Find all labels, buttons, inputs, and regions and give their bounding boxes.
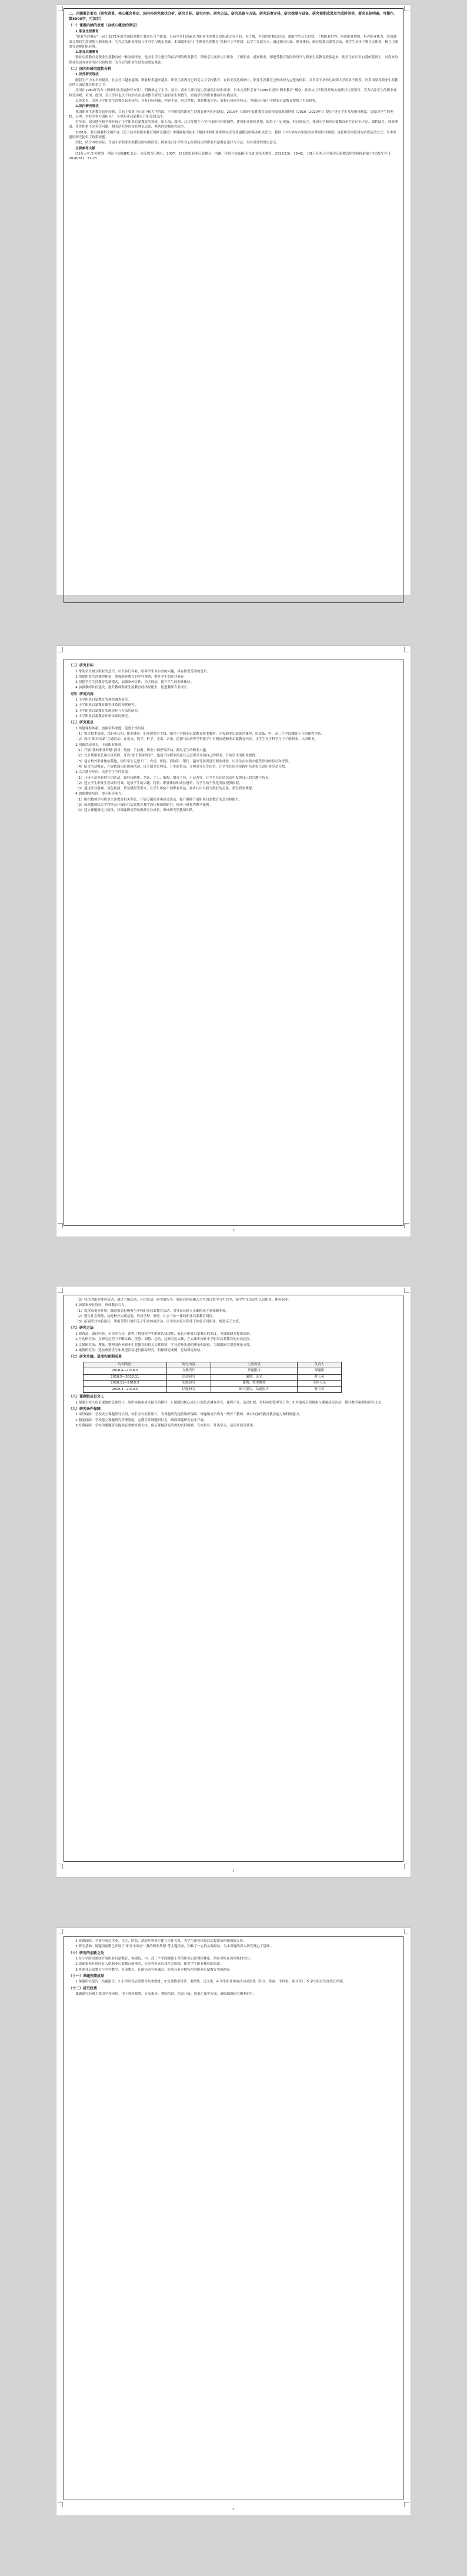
- subsection-heading: 2.职业启蒙教育: [75, 51, 99, 55]
- paragraph: 1.帮助学生树立职业的意识，认识各行各业，培养学生对自身的兴趣，具有热爱劳动的意识。: [75, 669, 211, 674]
- paragraph: 2.小学职业启蒙教育课程体系的构建研究。: [75, 704, 138, 708]
- paragraph: （1）整合校本资源，以职业认知、职业体验、职业规划为主线，编写小学职业启蒙教育校本教材，开发职业启蒙系列课程，形成低、中、高三个学段螺旋上升的课程体系。: [75, 732, 325, 736]
- section-heading: （六）研究方法: [69, 1326, 94, 1331]
- paragraph: 4.加强教师队伍建设，提升教师职业生涯教育的指导能力，促进教师专业成长。: [75, 686, 191, 690]
- paragraph: 1.课题研究报告、结题报告；2.小学职业启蒙教育校本教材；3.优秀教学设计、案例集、论文集；4.学生职业体验活动成果集（作文、绘画、手抄报、照片等）；5.学生职业生涯成长档案。: [75, 1980, 346, 1984]
- paragraph: 1.调查法：通过问卷、访谈等方式，调查了解我校学生职业认知现状、家长对职业启蒙教育的态度，为课题研究提供依据。: [75, 1332, 253, 1336]
- paragraph: 2.行动研究法：在研究过程中不断实践、反思、调整、总结，边研究边实践，在实践中探索小学职业启蒙教育的有效途径。: [75, 1338, 253, 1342]
- section-heading: （八）课题组成员分工: [69, 1395, 105, 1399]
- paragraph: （1）开设丰富多彩的社团活动，如科技制作、烹饪、手工、编程、播音主持、小记者等，让学生在社团活动中发现自己的兴趣与特长。: [75, 776, 272, 780]
- section-heading: （十一）课题预期成果: [69, 1974, 105, 1978]
- page-corner-mark: [404, 1929, 409, 1934]
- section-heading: （一）课题内涵的表述（含核心概念的界定）: [69, 24, 140, 28]
- page-corner-mark: [404, 1223, 409, 1228]
- section-header: 二、开题报告要点（研究背景、核心概念界定、国内外研究现状分析、研究目标、研究内容、研究方法、研究思路与方法、研究进度安排、研究保障与设备、研究预期成果及完成时间等，要求具体明确、可操作，限3000字，可加页）: [69, 12, 398, 22]
- table-cell: 2019.3—2019.5: [84, 1386, 167, 1393]
- subsection-heading: 1.国外研究现状: [75, 73, 99, 77]
- page-body: [69, 664, 398, 813]
- page-corner-mark: [404, 1864, 409, 1869]
- table-header-cell: 时间阶段: [84, 1362, 167, 1368]
- section-heading: （五）研究重点: [69, 721, 94, 725]
- table-cell: 结题研究: [166, 1386, 211, 1393]
- table-cell: 实践研究: [166, 1381, 211, 1387]
- paragraph: （1）开展“我的职业梦想”演讲、绘画、手抄报、职业小调查等活动，激发学生的职业兴趣。: [75, 749, 209, 753]
- page-corner-mark: [58, 2502, 63, 2507]
- table-cell: 研究报告、结题报告: [211, 1386, 297, 1393]
- paragraph: 2.制度保障：学校建立课题研究管理制度，定期召开课题研讨会，确保课题研究有序开展。: [75, 1418, 207, 1422]
- page-body: [69, 1939, 398, 1997]
- content-box: [64, 1295, 403, 1862]
- paragraph: 1.在小学阶段系统开展职业启蒙教育，构建低、中、高三个学段螺旋上升的职业启蒙课程体系，填补学校在该领域的空白。: [75, 1957, 253, 1961]
- paragraph: （2）整合社会资源，构建校外实践基地，形成学校、家庭、社会三位一体的职业启蒙教育网络。: [75, 1314, 216, 1318]
- table-cell: 开题报告: [211, 1368, 297, 1375]
- paragraph: 3.将职业启蒙教育与学科教学、劳动教育、社团活动有机融合，形成具有本校特色的职业启蒙教育实施路径。: [75, 1968, 234, 1972]
- table-cell: 课题组: [297, 1368, 341, 1375]
- section-heading: （四）研究内容: [69, 692, 94, 696]
- table-cell: 曹玉英: [297, 1386, 341, 1393]
- table-header-row: [84, 1362, 342, 1368]
- paragraph: 美国在1989年发布《国家职业发展指导方针》，明确规定了小学、初中、高中生职业能力发展的目标和要求；日本文部科学省于1999年提出“职业教育”概念，要求从小学阶段开始实施职业生涯教育，着力培养学生的职业观和劳动观；英国、德国、芬兰等国也以不同形式在基础教育阶段开展职业生涯教育，重视学生的职业体验和实践活动。: [69, 89, 397, 98]
- page-number: 4: [232, 1869, 235, 1873]
- paragraph: （1）发挥家委会作用，鼓励家长积极参与学校职业启蒙教育活动，引导家长树立正确的成才观和职业观。: [75, 1309, 229, 1313]
- section-heading: （二）国内外研究现状分析: [69, 66, 112, 71]
- paragraph: 1.课题主持人负责课题的总体设计、组织协调和研究报告的撰写；2.课题组核心成员分别负责调查研究、课程开发、活动组织、资料收集整理等工作；3.其他成员积极参与课题研究活动，撰写教学案例和研究论文。: [75, 1401, 385, 1405]
- document-page-1: [56, 5, 411, 595]
- paragraph: 4.加强教师培训，提升指导能力。: [75, 792, 125, 796]
- page-corner-mark: [58, 1223, 63, 1228]
- subsection-heading: 主要参考文献: [75, 146, 95, 150]
- page-body: [69, 1298, 398, 1428]
- section-heading: （三）研究目标: [69, 664, 94, 668]
- paragraph: [1]黄天中.生涯规划：理论与实践[M].北京：高等教育出版社，2007. [2]刘晓.职业启蒙教育：内涵、价值与实施路径[J].职业技术教育，2015(13)：38-42. [3]王英杰.小学职业启蒙教育的实践探索[J].中国教育学刊，2016(S1)：21-23.: [69, 152, 393, 161]
- document-page-2: [56, 646, 411, 1237]
- paragraph: 1.小学职业启蒙教育的现状调查研究。: [75, 698, 132, 702]
- paragraph: （3）建立课题研究共同体，以课题研究带动教师专业成长，形成研究型教师团队。: [75, 809, 196, 813]
- paragraph: 我国职业生涯教育起步较晚，目前主要集中在高中和大学阶段，小学阶段的职业生涯教育研究相对薄弱。2010年《国家中长期教育改革和发展规划纲要（2010—2020年）》提出“建立学生发展指导制度，加强对学生的理想、心理、学业等多方面指导”，小学职业启蒙教育开始受到关注。: [69, 110, 393, 119]
- page-corner-mark: [58, 1288, 63, 1293]
- table-cell: 课例、校本教材: [211, 1381, 297, 1387]
- table-row: [84, 1386, 342, 1393]
- subsection-heading: 2.国内研究现状: [75, 105, 99, 109]
- page-corner-mark: [58, 1929, 63, 1934]
- paragraph: 4.案例研究法：选取典型学生和典型活动进行跟踪研究，积累研究案例，总结研究经验。: [75, 1348, 204, 1352]
- paragraph: （3）特色的职业体验活动：通过主题活动、社团活动、研学旅行等，将职业体验融入学生的日常学习生活中，使学生在活动中认识职业、体验职业。: [75, 1298, 292, 1302]
- paragraph: 近年来，部分地区和学校开展了小学职业启蒙教育的探索，如上海、深圳、北京等地在小学开设职业体验课程，建设职业体验基地，取得了一定成效。但总体而言，我国小学职业启蒙教育仍存在认识不足、课程缺乏、师资薄弱、评价体系不完善等问题，相关研究多停留在理论层面，系统的实践研究较少。: [69, 120, 398, 129]
- subsection-heading: 1.职业生涯教育: [75, 29, 99, 34]
- table-header-cell: 负责人: [297, 1362, 341, 1368]
- document-page-4: [56, 1928, 411, 2515]
- paragraph: （2）鼓励教师结合学科特点开展职业启蒙教育教学设计和课例研究，形成一批优秀教学案例。: [75, 803, 213, 808]
- page-corner-mark: [58, 647, 63, 652]
- paragraph: 2.探索家校社协同育人的职业启蒙教育新模式，充分利用家长和社会资源，拓宽学生职业体验的渠道。: [75, 1962, 224, 1967]
- table-cell: 2018.11—2019.3: [84, 1381, 167, 1387]
- paragraph: （2）充分利用家长和社区资源，开设“家长职业讲堂”，邀请不同职业的家长走进课堂介绍自己的职业，开阔学生的职业视野。: [75, 754, 259, 758]
- section-heading: （十二）研究经费: [69, 1986, 98, 1991]
- paragraph: 2001年，联合国教科文组织在《关于技术和职业教育的修订建议》中明确提出初步了解技术和职业世界应成为普通教育的基本组成部分。我国《中小学综合实践活动课程指导纲要》也将职业体验列为重要活动方式，为本课题的研究提供了政策依据。: [69, 130, 396, 140]
- paragraph: （4）结合劳动教育，开展校园岗位体验活动，设立图书管理员、卫生监督员、文明引导员等岗位，让学生在岗位实践中培养责任意识和劳动习惯。: [75, 765, 288, 769]
- table-cell: 2018.4—2018.5: [84, 1368, 167, 1375]
- paragraph: 5.加强家校社协同，形成教育合力。: [75, 1304, 128, 1308]
- paragraph: 总体来看，国外小学职业生涯教育起步较早，具有目标明确、内容丰富、形式多样、课程体系完善、家校社协同等特点，为我国开展小学职业启蒙教育提供了有益借鉴。: [75, 99, 319, 103]
- content-box: [64, 659, 403, 1226]
- table-cell: 活动研究: [166, 1374, 211, 1381]
- paragraph: 1.构建课程体系，加强学科渗透，促进个性发展。: [75, 726, 148, 731]
- table-cell: 全体人员: [297, 1381, 341, 1387]
- paragraph: 课题研究经费主要由学校承担，用于资料购置、专家指导、教师培训、活动开展、成果汇编等方面，确保课题研究顺利进行。: [75, 1992, 256, 1997]
- paragraph: 随着生产力水平的提高，社会分工越来越细，职业种类越来越多，职业生涯教育已经走入了学校教育。在欧美发达国家中，职业生涯教育已形成较为完整的体系，并贯穿于从幼儿园到大学的各个阶段，许多国家将职业生涯教育纳入国民教育体系之中。: [69, 78, 398, 88]
- section-heading: （七）研究步骤、进度和预期成果: [69, 1355, 122, 1359]
- paragraph: （1）组织教师学习职业生涯教育相关理论，开展专题培训和研讨活动，提升教师开展职业启蒙教育的意识和能力。: [75, 798, 242, 802]
- table-cell: 曹玉英: [297, 1374, 341, 1381]
- table-header-cell: 主要成果: [211, 1362, 297, 1368]
- content-box: [64, 1936, 403, 2500]
- paragraph: （2）设计“职业启蒙”主题活动，在语文、数学、科学、美术、音乐、道德与法治等学科教学中有机渗透职业启蒙教育内容，让学生在学科学习中了解职业、认识职业。: [75, 738, 318, 742]
- document-page-3: [56, 1287, 411, 1877]
- page-corner-mark: [58, 6, 63, 11]
- page-corner-mark: [404, 6, 409, 11]
- page-corner-mark: [404, 1288, 409, 1293]
- page-corner-mark: [58, 1864, 63, 1869]
- paragraph: （3）通过职业游戏、角色扮演、情景模拟等形式，让学生体验不同职业角色，初步认识自我与职业的关系，萌发职业理想。: [75, 787, 255, 791]
- paragraph: 3.创建学生生涯教育的新模式，加强家校合作、社区联动，提升学生的职业体验。: [75, 681, 194, 685]
- page-corner-mark: [404, 647, 409, 652]
- table-header-cell: 研究内容: [166, 1362, 211, 1368]
- table-row: [84, 1374, 342, 1381]
- paragraph: （3）拓展职业体验途径，利用节假日组织亲子职业体验活动，让学生在家长陪伴下体验不同职业，增进亲子交流。: [75, 1320, 242, 1324]
- paragraph: 3.经费保障：学校为课题研究提供必要的经费支持，保证课题研究所需的资料购置、专家指导、外出学习、活动开展等费用。: [75, 1424, 256, 1428]
- paragraph: 3.以兴趣为导向，培养学生个性发展。: [75, 771, 132, 775]
- page-body: [69, 24, 398, 161]
- content-box: [64, 8, 403, 603]
- paragraph: 4.资源保障：学校与周边企业、社区、医院、消防队等单位建立合作关系，为学生职业体验活动提供场所和资源支持。: [75, 1939, 246, 1943]
- paragraph: （3）建立校外职业体验基地，组织学生走进工厂、农场、医院、消防队、银行、超市等场所进行职业体验，让学生在实践中感受职业的特点和价值。: [75, 759, 292, 763]
- paragraph: 3.文献研究法：搜集、整理国内外职业生涯教育的相关文献资料，学习借鉴先进的理论和经验，为课题研究提供理论支撑。: [75, 1343, 253, 1347]
- schedule-table: [83, 1362, 342, 1393]
- table-cell: 案例、论文: [211, 1374, 297, 1381]
- paragraph: 因此，结合本校实际，开展小学职业生涯教育的实践研究，探索适合小学生身心发展特点的职业启蒙教育途径与方法，具有重要的现实意义。: [75, 141, 280, 145]
- page-corner-mark: [404, 2502, 409, 2507]
- table-row: [84, 1381, 342, 1387]
- paragraph: （2）建立学生职业生涯成长档案，记录学生的兴趣、特长、职业体验和成长感悟，为学生的个性化发展提供依据。: [75, 781, 242, 785]
- page-number: 3: [232, 1228, 235, 1232]
- paragraph: 3.小学职业启蒙教育实施途径与方法的研究。: [75, 709, 141, 713]
- paragraph: 职业启蒙教育是职业生涯教育的一种初级形态，是对小学生进行的最早期的职业教育，帮助学生初步认识职业、了解职业、感知职业，即把受教育阶段的设计与职业生涯教育联系起来，使学生在认识自我的基础上，对将来的职业发展有初步的认识和规划，为今后的职业生涯发展奠定基础。: [69, 56, 398, 65]
- paragraph: 2.创新活动形式，丰富职业体验。: [75, 743, 125, 747]
- paragraph: 1.组织保障：学校成立课题领导小组，校长亲自担任组长，为课题研究提供组织保障。课题组成员均为一线骨干教师，具有较强的教育教学能力和科研能力。: [75, 1413, 302, 1417]
- paragraph: 5.研究基础：课题组前期已开展了“职业小调查”“我的职业梦想”等主题活动，积累了一定的实践经验，为本课题的深入研究奠定了基础。: [75, 1945, 273, 1949]
- paragraph: 2.构建职业生涯课程体系，加强职业教育的学科渗透，提升学生的职业素养。: [75, 675, 188, 679]
- section-heading: （十）研究的创新之处: [69, 1951, 105, 1955]
- table-row: [84, 1368, 342, 1375]
- table-cell: 2018.5—2018.11: [84, 1374, 167, 1381]
- paragraph: 4.小学职业启蒙教育评价体系的研究。: [75, 715, 132, 719]
- page-number: 5: [232, 2507, 235, 2511]
- paragraph: “职业生涯教育”一词于1971年由美国联邦教育署署长马兰提出，目前学者们普遍认为职业生涯教育是指通过有目的、有计划、有组织的教育活动，帮助学生认识自我、了解职业世界、形成职业理想、培养职业能力，进而做出合理的生涯规划与职业选择，为今后的职业发展与终身学习奠定基础。本课题中的“小学职业生涯教育”是指在小学阶段，以学生发展为本，通过职业认知、职业体验、职业规划启蒙等活动，使学生初步了解社会职业，树立正确的劳动观和职业观。: [69, 35, 398, 49]
- section-heading: （九）研究条件保障: [69, 1406, 101, 1411]
- table-cell: 方案设计: [166, 1368, 211, 1375]
